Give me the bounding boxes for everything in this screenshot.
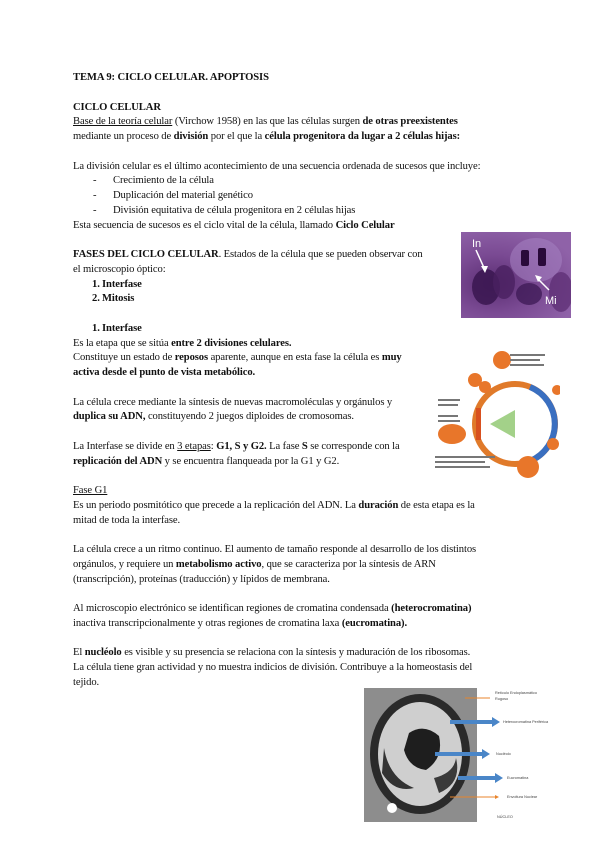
text-line xyxy=(73,263,480,278)
num-item xyxy=(73,292,480,307)
bullet-item xyxy=(73,189,480,204)
text-segment: de esta etapa es la xyxy=(398,499,475,511)
text-line xyxy=(73,514,480,529)
em-label-nuclear-envelope: Envoltura Nuclear xyxy=(507,795,538,799)
text-segment: es visible y su presencia se relaciona con la síntesis y maduración de los ribosomas. xyxy=(121,647,471,659)
document-body xyxy=(73,71,480,691)
text-segment: , que se caracteriza por la síntesis de ARN xyxy=(261,558,436,570)
blank-line xyxy=(73,528,480,543)
text-segment: Al microscopio electrónico se identifican regiones de cromatina condensada xyxy=(73,603,392,614)
light-micrograph-image xyxy=(461,232,571,318)
bold-text: duración xyxy=(358,499,399,511)
text-segment: El xyxy=(73,647,85,659)
underlined-text: Fase G1 xyxy=(73,485,108,496)
text-segment: (transcripción), proteínas (traducción) y lípidos de membrana. xyxy=(73,573,330,585)
bold-text: célula progenitora da lugar a 2 células hijas: xyxy=(264,131,461,142)
text-line xyxy=(73,219,480,234)
text-segment: y se encuentra flanqueada por la G1 y G2. xyxy=(162,455,340,467)
text-segment: La división celular es el último acontecimiento de una secuencia ordenada de sucesos que incluye: xyxy=(73,160,481,172)
text-segment: La fase xyxy=(266,440,302,452)
label-in: In xyxy=(472,238,482,250)
text-segment: orgánulos, y requiere un xyxy=(73,558,176,570)
text-line xyxy=(73,366,480,381)
em-annotations xyxy=(420,686,600,826)
text-line xyxy=(73,661,480,676)
bullet-item xyxy=(73,174,480,189)
text-segment: por el que la xyxy=(208,131,265,142)
text-line xyxy=(73,351,480,366)
blank-line xyxy=(73,145,480,160)
text-line xyxy=(73,440,480,455)
text-line xyxy=(73,248,480,263)
text-line xyxy=(73,455,480,470)
bullet-item xyxy=(73,204,480,219)
bold-text: división xyxy=(173,131,209,142)
bold-text: replicación del ADN xyxy=(73,455,163,467)
bold-text: S xyxy=(301,440,308,452)
text-line xyxy=(73,130,480,145)
bold-text: metabolismo activo xyxy=(175,558,262,570)
text-segment: La célula crece a un ritmo continuo. El aumento de tamaño responde al desarrollo de los distintos xyxy=(73,544,477,555)
bold-text: FASES DEL CICLO CELULAR xyxy=(73,249,219,260)
bold-text: muy xyxy=(381,352,402,364)
text-segment: (Virchow 1958) en las que las células surgen xyxy=(172,116,363,128)
list-marker: - xyxy=(93,204,97,216)
bold-text: CICLO CELULAR xyxy=(73,101,161,113)
bold-text: Interfase xyxy=(102,322,142,334)
text-segment: Constituye un estado de xyxy=(73,352,175,364)
text-line xyxy=(73,573,480,588)
blank-line xyxy=(73,469,480,484)
text-segment: Es la etapa que se sitúa xyxy=(73,337,172,349)
text-line xyxy=(73,543,480,558)
num-item xyxy=(73,322,480,337)
text-segment: inactiva transcripcionalmente y otras regiones de cromatina laxa xyxy=(73,617,342,629)
bold-text: (eucromatina). xyxy=(341,617,408,629)
text-segment: División equitativa de célula progenitora en 2 células hijas xyxy=(113,204,356,216)
text-line xyxy=(73,396,480,411)
text-line xyxy=(73,101,480,116)
list-marker: 1. xyxy=(92,322,100,334)
text-segment: Crecimiento de la célula xyxy=(113,175,214,187)
text-segment: . Estados de la célula que se pueden observar con xyxy=(218,249,423,260)
blank-line xyxy=(73,381,480,396)
bold-text: reposos xyxy=(174,352,209,364)
text-segment: mitad de toda la interfase. xyxy=(73,514,181,526)
num-item xyxy=(73,278,480,293)
bold-text: TEMA 9: CICLO CELULAR. APOPTOSIS xyxy=(73,72,269,83)
text-line xyxy=(73,337,480,352)
list-marker: - xyxy=(93,190,97,201)
text-segment: aparente, aunque en esta fase la célula es xyxy=(208,352,382,364)
bold-text: Mitosis xyxy=(102,293,135,305)
text-line xyxy=(73,160,480,175)
underlined-text: 3 etapas xyxy=(177,440,211,452)
bold-text: nucléolo xyxy=(84,647,122,659)
text-segment: La Interfase se divide en xyxy=(73,440,178,452)
list-marker: 1. xyxy=(92,278,100,290)
blank-line xyxy=(73,86,480,101)
text-segment: constituyendo 2 juegos diploides de cromosomas. xyxy=(145,411,354,423)
text-segment: mediante un proceso de xyxy=(73,131,174,142)
text-segment: : xyxy=(210,440,217,452)
text-line xyxy=(73,646,480,661)
underlined-text: Base de la teoría celular xyxy=(73,116,173,128)
blank-line xyxy=(73,233,480,248)
label-mi: Mi xyxy=(545,295,557,307)
bold-text: Interfase xyxy=(102,278,142,290)
text-segment: tejido. xyxy=(73,676,100,688)
text-line xyxy=(73,71,480,86)
em-caption: NÚCLEO xyxy=(497,815,513,819)
text-segment: Esta secuencia de sucesos es el ciclo vital de la célula, llamado xyxy=(73,219,336,231)
em-label-rer: Retículo Endoplasmático Rugoso xyxy=(495,691,537,701)
blank-line xyxy=(73,587,480,602)
text-segment: Duplicación del material genético xyxy=(113,190,253,201)
text-line xyxy=(73,602,480,617)
text-line xyxy=(73,410,480,425)
list-marker: 2. xyxy=(92,293,100,305)
text-line xyxy=(73,499,480,514)
text-segment: se corresponde con la xyxy=(307,440,400,452)
bold-text: (heterocromatina) xyxy=(391,603,472,614)
bold-text: G1, S y G2. xyxy=(216,440,267,452)
bold-text: entre 2 divisiones celulares. xyxy=(171,337,292,349)
text-segment: el microscopio óptico: xyxy=(73,263,166,275)
bold-text: activa desde el punto de vista metabólico. xyxy=(73,367,256,378)
text-line xyxy=(73,558,480,573)
bold-text: duplica su ADN, xyxy=(73,411,146,423)
em-label-nucleolus: Nucléolo xyxy=(496,752,511,756)
em-label-euchromatin: Eucromatina xyxy=(507,776,529,780)
cell-cycle-diagram xyxy=(430,344,560,480)
blank-line xyxy=(73,632,480,647)
text-segment: La célula tiene gran actividad y no muestra indicios de división. Contribuye a la homeostasis del xyxy=(73,662,473,673)
text-segment: Es un periodo posmitótico que precede a la replicación del ADN. La xyxy=(73,499,359,511)
em-label-heterochromatin: Heterocromatina Periférica xyxy=(503,720,549,724)
text-line xyxy=(73,115,480,130)
text-line xyxy=(73,617,480,632)
bold-text: Ciclo Celular xyxy=(335,219,395,231)
blank-line xyxy=(73,307,480,322)
blank-line xyxy=(73,425,480,440)
bold-text: de otras preexistentes xyxy=(362,116,458,128)
text-line xyxy=(73,484,480,499)
text-segment: La célula crece mediante la síntesis de nuevas macromoléculas y orgánulos y xyxy=(73,396,393,408)
list-marker: - xyxy=(93,175,97,187)
